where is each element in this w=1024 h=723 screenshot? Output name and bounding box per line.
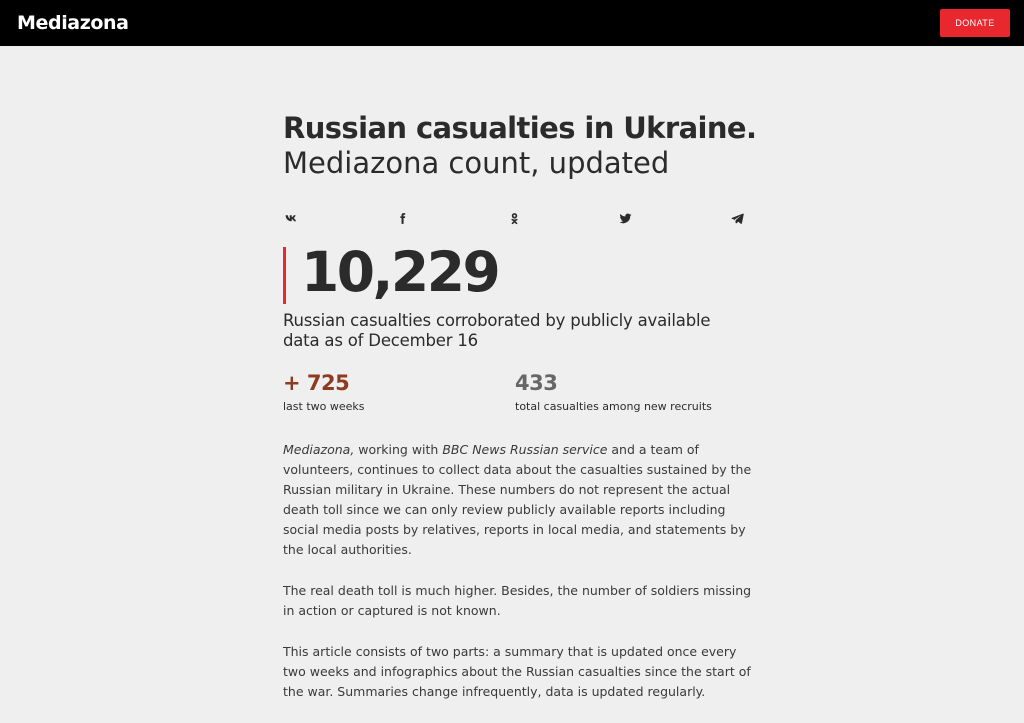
casualty-count: 10,229	[301, 240, 499, 304]
facebook-icon	[396, 212, 409, 225]
paragraph-structure: This article consists of two parts: a summary that is updated once every two weeks and infographics about the Russian casualties since the start of the war. Summaries change infrequently, data is updated regularly.	[283, 644, 751, 699]
stat-label: last two weeks	[283, 400, 365, 413]
share-twitter-button[interactable]	[618, 210, 634, 226]
share-telegram-button[interactable]	[729, 210, 745, 226]
vk-icon	[285, 212, 298, 225]
share-vk-button[interactable]	[283, 210, 299, 226]
page-subtitle: Mediazona count, updated	[283, 146, 670, 180]
top-navigation-bar	[0, 0, 1024, 46]
paragraph-intro	[283, 440, 753, 560]
stat-new-recruits	[515, 371, 712, 413]
text-span: working with	[354, 442, 443, 457]
stat-label: total casualties among new recruits	[515, 400, 712, 413]
paragraph-death-toll: The real death toll is much higher. Besides, the number of soldiers missing in action or captured is not known.	[283, 583, 752, 618]
bbc-mention: BBC News Russian service	[442, 442, 608, 457]
stat-last-two-weeks	[283, 371, 365, 413]
twitter-icon	[619, 212, 632, 225]
share-odnoklassniki-button[interactable]	[506, 210, 522, 226]
stat-value: 433	[515, 371, 558, 395]
mediazona-mention: Mediazona,	[283, 442, 355, 457]
article-body	[283, 440, 753, 723]
donate-button[interactable]: DONATE	[940, 9, 1010, 37]
highlight-bar	[283, 247, 286, 304]
odnoklassniki-icon	[508, 212, 521, 225]
site-logo[interactable]: Mediazona	[17, 12, 129, 34]
page-title: Russian casualties in Ukraine.	[283, 111, 757, 145]
share-bar	[283, 205, 745, 231]
count-description: Russian casualties corroborated by publicly available data as of December 16	[283, 311, 711, 350]
stat-value: + 725	[283, 371, 350, 395]
telegram-icon	[731, 212, 744, 225]
share-facebook-button[interactable]	[395, 210, 411, 226]
text-span: and a team of volunteers, continues to collect data about the casualties sustained by the Russian military in Ukraine. These numbers do not represent the actual death toll since we can only review publicly available reports including social media posts by relatives, reports in local media, and statements by the local authorities.	[283, 442, 752, 557]
